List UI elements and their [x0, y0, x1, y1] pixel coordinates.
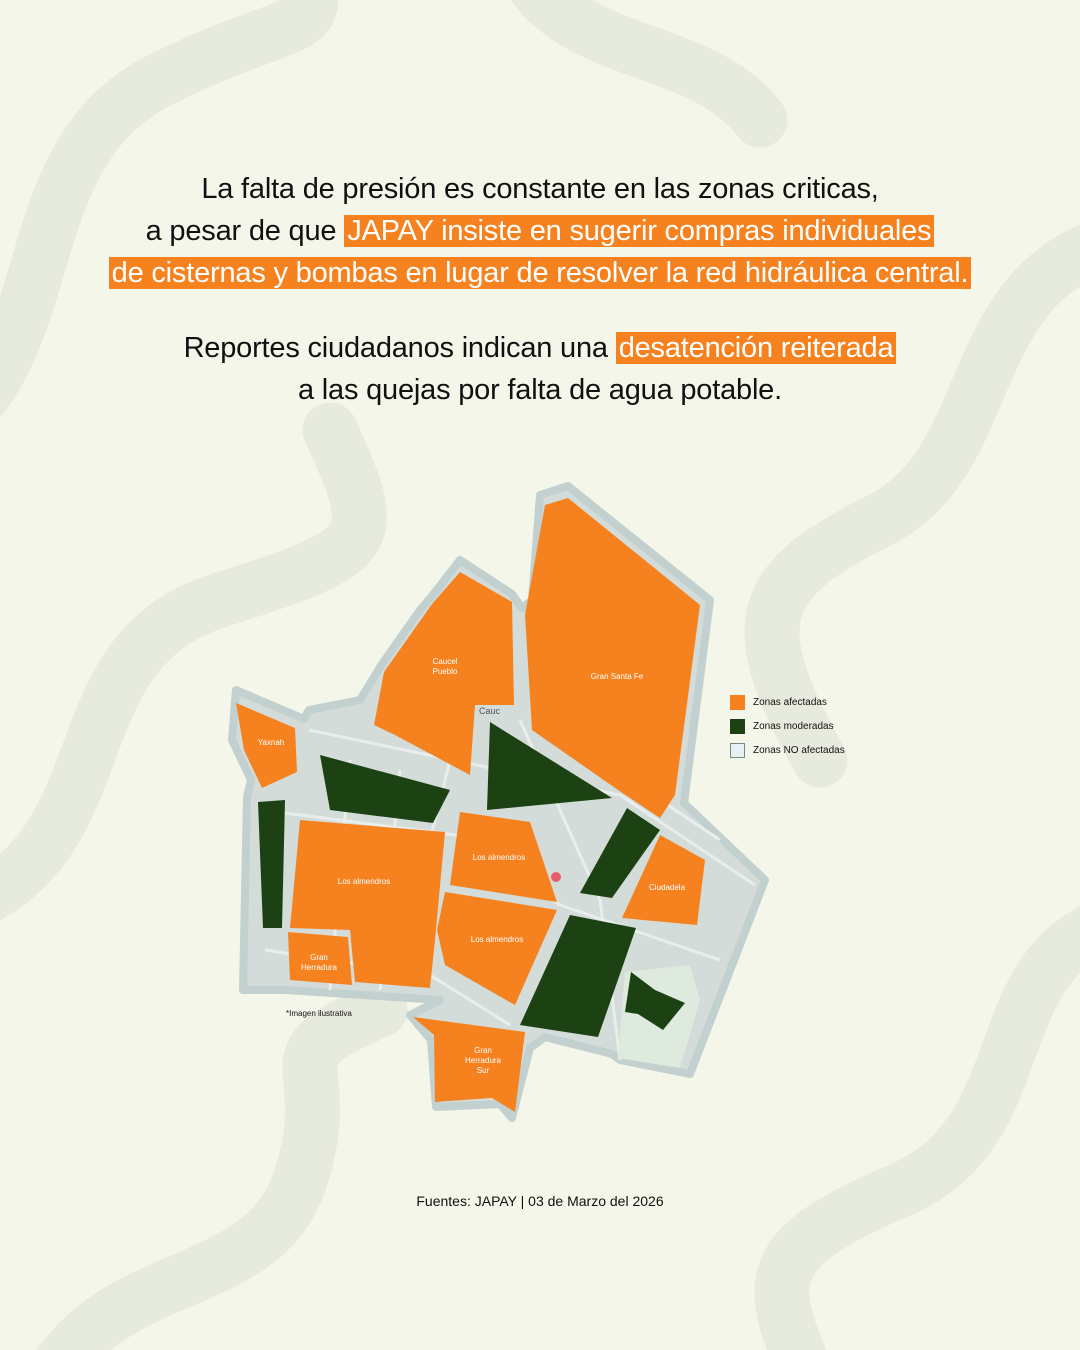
label-caucel-pueblo	[433, 657, 458, 676]
legend-label-no-afectadas: Zonas NO afectadas	[753, 744, 845, 756]
legend-swatch-green	[730, 719, 745, 734]
headline-highlight-2: de cisternas y bombas en lugar de resolver la red hidráulica central.	[109, 257, 972, 289]
label-los-almendros-south: Los almendros	[470, 935, 524, 944]
zone-label-line: Herradura	[464, 1056, 502, 1065]
illustrative-note: *Imagen ilustrativa	[286, 1009, 352, 1018]
zone-label-line: Herradura	[300, 963, 338, 972]
label-yaxnah: Yaxnah	[257, 738, 285, 747]
headline-highlight-1: JAPAY insiste en sugerir compras individuales	[344, 215, 934, 247]
label-los-almendros-west: Los almendros	[337, 877, 391, 886]
legend-item-moderadas	[730, 714, 845, 738]
legend-label-afectadas: Zonas afectadas	[753, 696, 827, 708]
subhead-line-1-text: Reportes ciudadanos indican una	[183, 332, 616, 364]
subhead-highlight: desatención reiterada	[616, 332, 897, 364]
subhead-line-2: a las quejas por falta de agua potable.	[298, 374, 782, 406]
map-legend	[730, 690, 845, 762]
legend-swatch-orange	[730, 695, 745, 710]
label-gran-herradura-text: Gran	[310, 953, 328, 962]
street-label-cauc: Cauc	[479, 706, 501, 716]
source-credit: Fuentes: JAPAY | 03 de Marzo del 2026	[416, 1193, 664, 1209]
legend-label-moderadas: Zonas moderadas	[753, 720, 834, 732]
label-los-almendros-center: Los almendros	[472, 853, 526, 862]
legend-item-afectadas	[730, 690, 845, 714]
legend-item-no-afectadas	[730, 738, 845, 762]
headline-line-2-text: a pesar de que	[145, 215, 345, 247]
legend-swatch-light	[730, 743, 745, 758]
headline-line-1: La falta de presión es constante en las zonas criticas,	[201, 173, 879, 205]
label-gran-santa-fe: Gran Santa Fe	[590, 672, 644, 681]
label-gran-herradura-sur-text: Gran	[474, 1046, 492, 1055]
zone-label-line: Sur	[476, 1066, 490, 1075]
label-ciudadela: Ciudadela	[648, 883, 686, 892]
label-caucel-pueblo-text: Caucel	[432, 657, 458, 666]
location-pin-icon	[551, 872, 561, 882]
zone-label-line: Pueblo	[432, 667, 458, 676]
